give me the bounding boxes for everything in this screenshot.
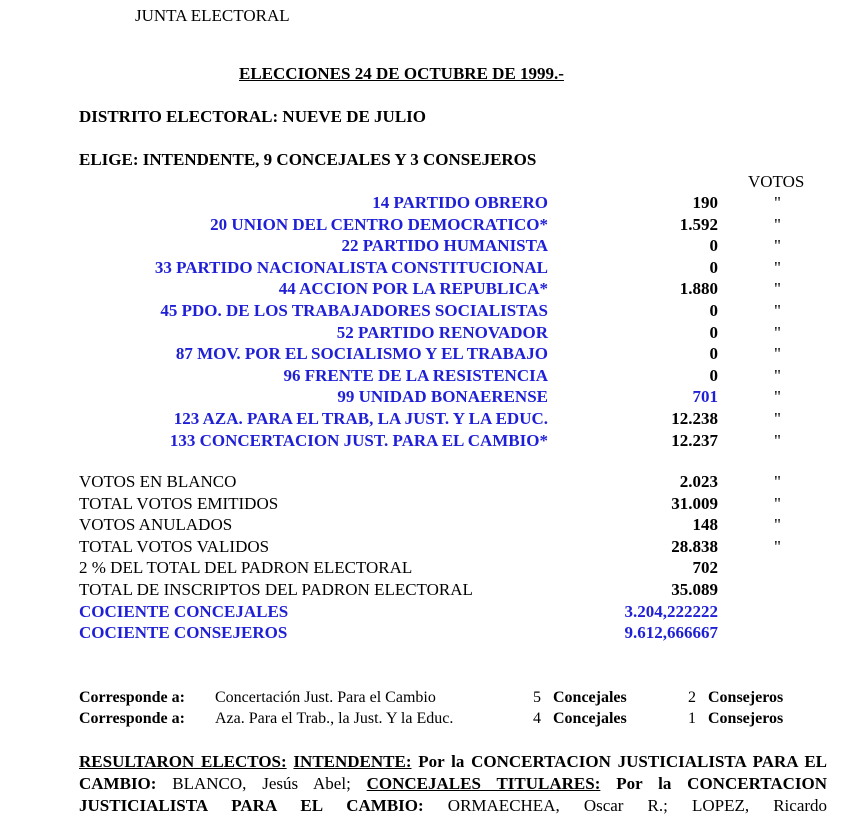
- results-heading: RESULTARON ELECTOS:: [79, 752, 287, 771]
- ditto-mark: ": [774, 493, 781, 513]
- total-value: 31.009: [671, 493, 718, 513]
- institution-name: JUNTA ELECTORAL: [135, 6, 290, 25]
- party-votes: 12.238: [671, 409, 718, 428]
- document-title: ELECCIONES 24 DE OCTUBRE DE 1999.-: [239, 64, 564, 83]
- total-label: COCIENTE CONSEJEROS: [79, 623, 288, 643]
- party-row: [0, 431, 862, 452]
- ditto-mark: ": [774, 536, 781, 556]
- total-value: 28.838: [671, 536, 718, 556]
- intendente-name: BLANCO, Jesús Abel;: [172, 774, 351, 793]
- party-name: 44 ACCION POR LA REPUBLICA*: [278, 279, 548, 299]
- total-value: 2.023: [679, 472, 718, 491]
- total-row: [0, 602, 862, 623]
- ditto-mark: ": [774, 193, 781, 212]
- ditto-mark: ": [774, 257, 781, 277]
- total-label: TOTAL DE INSCRIPTOS DEL PADRON ELECTORAL: [79, 580, 473, 599]
- ditto-mark: ": [774, 344, 781, 364]
- total-row: [0, 515, 862, 536]
- total-value: 148: [692, 515, 718, 535]
- party-name: 123 AZA. PARA EL TRAB, LA JUST. Y LA EDUC.: [173, 409, 548, 428]
- intendente-party: Por la CONCERTACION JUSTICIALISTA PARA EL CAMBIO:: [79, 752, 828, 793]
- intendente-label: INTENDENTE:: [293, 752, 412, 771]
- concejales-party: Por la CONCERTACION JUSTICIALISTA PARA EL CAMBIO:: [79, 774, 827, 815]
- party-votes: 12.237: [671, 430, 718, 450]
- corresponde-label: Corresponde a:: [79, 710, 185, 727]
- party-votes: 1.592: [679, 214, 718, 234]
- party-votes: 0: [709, 322, 718, 342]
- ditto-mark: ": [774, 236, 781, 256]
- ditto-mark: ": [774, 279, 781, 299]
- party-row: [0, 387, 862, 408]
- total-value: 702: [692, 558, 718, 578]
- party-name: 96 FRENTE DE LA RESISTENCIA: [283, 365, 548, 385]
- ditto-mark: ": [774, 322, 781, 342]
- elects-label: ELIGE: INTENDENTE, 9 CONCEJALES Y 3 CONSEJEROS: [79, 150, 537, 169]
- party-row: [0, 366, 862, 387]
- total-label: TOTAL VOTOS VALIDOS: [79, 536, 270, 556]
- party-votes: 0: [709, 344, 718, 364]
- party-row: [0, 215, 862, 236]
- party-votes: 701: [692, 387, 718, 407]
- alliance-name: Aza. Para el Trab., la Just. Y la Educ.: [215, 710, 454, 727]
- votes-column-header: VOTOS: [748, 172, 805, 191]
- party-votes: 190: [692, 193, 718, 212]
- ditto-mark: ": [774, 472, 781, 491]
- ditto-mark: ": [774, 365, 781, 385]
- total-value: 9.612,666667: [624, 623, 718, 643]
- consejeros-count: 1: [688, 710, 696, 727]
- ditto-mark: ": [774, 430, 781, 450]
- ditto-mark: ": [774, 387, 781, 407]
- party-name: 87 MOV. POR EL SOCIALISMO Y EL TRABAJO: [175, 344, 548, 364]
- total-label: VOTOS EN BLANCO: [79, 472, 237, 491]
- concejales-label: CONCEJALES TITULARES:: [366, 774, 601, 793]
- seat-allocation-row: [79, 689, 839, 710]
- party-row: [0, 301, 862, 322]
- total-row: [0, 472, 862, 493]
- party-row: [0, 193, 862, 214]
- concejales-names: ORMAECHEA, Oscar R.; LOPEZ, Ricardo: [447, 796, 828, 815]
- party-row: [0, 236, 862, 257]
- party-votes: 0: [709, 301, 718, 320]
- corresponde-label: Corresponde a:: [79, 689, 185, 706]
- ditto-mark: ": [774, 409, 781, 428]
- party-row: [0, 323, 862, 344]
- total-row: [0, 558, 862, 579]
- party-name: 52 PARTIDO RENOVADOR: [336, 322, 548, 342]
- party-name: 45 PDO. DE LOS TRABAJADORES SOCIALISTAS: [160, 301, 548, 320]
- party-votes: 0: [709, 365, 718, 385]
- concejales-word: Concejales: [553, 689, 627, 706]
- party-votes: 0: [709, 236, 718, 256]
- total-row: [0, 494, 862, 515]
- party-row: [0, 409, 862, 430]
- party-votes: 1.880: [679, 279, 718, 299]
- total-row: [0, 537, 862, 558]
- party-row: [0, 279, 862, 300]
- concejales-count: 5: [533, 689, 541, 706]
- total-value: 3.204,222222: [624, 601, 718, 621]
- total-label: COCIENTE CONCEJALES: [79, 601, 289, 621]
- consejeros-count: 2: [688, 689, 696, 706]
- party-name: 14 PARTIDO OBRERO: [372, 193, 548, 212]
- total-label: 2 % DEL TOTAL DEL PADRON ELECTORAL: [79, 558, 413, 578]
- party-name: 133 CONCERTACION JUST. PARA EL CAMBIO*: [169, 430, 548, 450]
- concejales-word: Concejales: [553, 710, 627, 727]
- elected-results-paragraph: [79, 751, 827, 817]
- total-label: TOTAL VOTOS EMITIDOS: [79, 493, 279, 513]
- total-row: [0, 580, 862, 601]
- party-name: 33 PARTIDO NACIONALISTA CONSTITUCIONAL: [154, 257, 548, 277]
- ditto-mark: ": [774, 301, 781, 320]
- total-row: [0, 623, 862, 644]
- ditto-mark: ": [774, 214, 781, 234]
- total-value: 35.089: [671, 580, 718, 599]
- party-name: 99 UNIDAD BONAERENSE: [337, 387, 548, 407]
- district-label: DISTRITO ELECTORAL: NUEVE DE JULIO: [79, 107, 427, 126]
- consejeros-word: Consejeros: [708, 710, 784, 727]
- party-row: [0, 344, 862, 365]
- party-votes: 0: [709, 257, 718, 277]
- consejeros-word: Consejeros: [708, 689, 784, 706]
- seat-allocation-row: [79, 710, 839, 731]
- party-row: [0, 258, 862, 279]
- party-name: 20 UNION DEL CENTRO DEMOCRATICO*: [210, 214, 548, 234]
- alliance-name: Concertación Just. Para el Cambio: [215, 689, 436, 706]
- ditto-mark: ": [774, 515, 781, 535]
- concejales-count: 4: [533, 710, 541, 727]
- party-name: 22 PARTIDO HUMANISTA: [341, 236, 548, 256]
- total-label: VOTOS ANULADOS: [79, 515, 233, 535]
